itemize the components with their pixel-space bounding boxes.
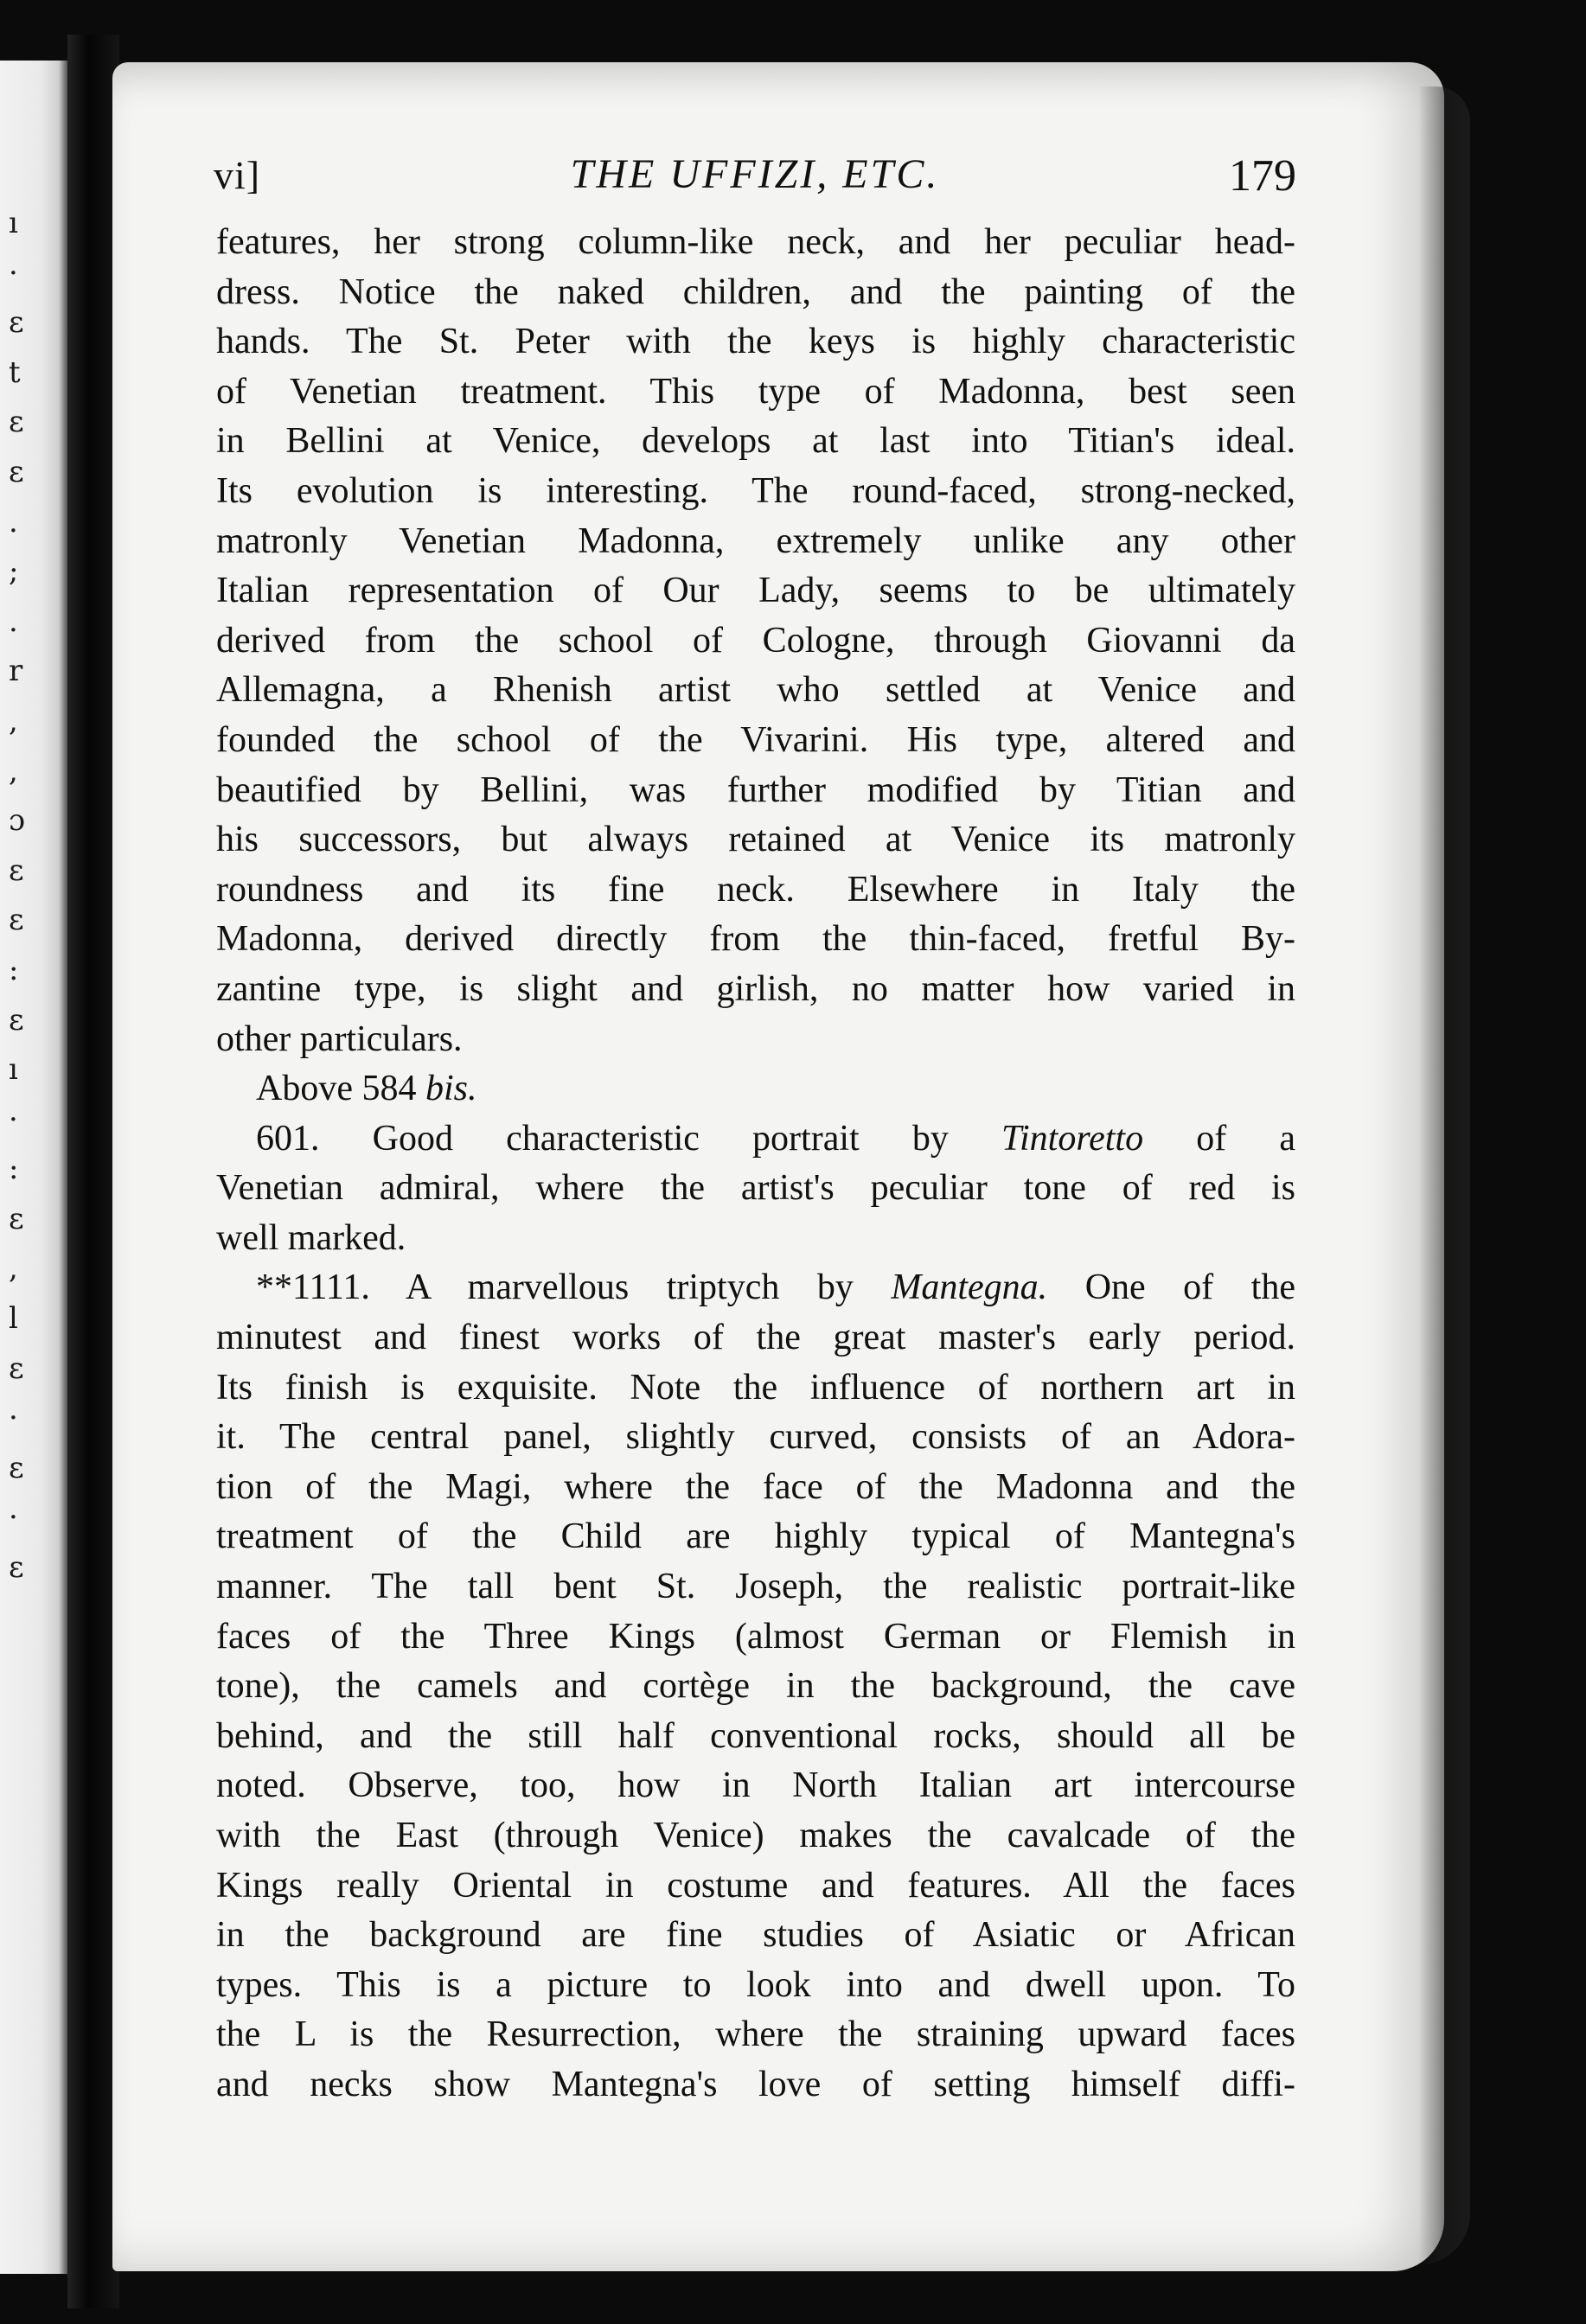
entry-1111-line: the L is the Resurrection, where the straining upward faces: [216, 2014, 1295, 2055]
entry-1111-line: in the background are fine studies of Asiatic or African: [216, 1915, 1295, 1956]
previous-page-marks: [9, 199, 26, 1593]
previous-page-mark: l: [9, 1301, 18, 1337]
previous-page-mark: t: [9, 354, 21, 390]
text-line: features, her strong column-like neck, and her peculiar head-: [216, 222, 1295, 262]
text-line: matronly Venetian Madonna, extremely unlike any other: [216, 520, 1295, 561]
paragraph-continuation: [216, 218, 1295, 1064]
text-line: Its evolution is interesting. The round-faced, strong-necked,: [216, 470, 1295, 511]
entry-601-suffix: of a: [1143, 1118, 1295, 1159]
text-line: Italian representation of Our Lady, seems to be ultimately: [216, 571, 1295, 611]
text-line: beautified by Bellini, was further modified by Titian and: [216, 769, 1295, 810]
previous-page-mark: .: [9, 603, 18, 639]
text-line: Allemagna, a Rhenish artist who settled at Venice and: [216, 670, 1295, 711]
entry-1111-line: minutest and finest works of the great master's early period.: [216, 1318, 1295, 1358]
previous-page-mark: ·: [9, 255, 18, 290]
entry-1111-suffix: One of the: [1047, 1267, 1295, 1308]
previous-page-mark: ı: [9, 206, 18, 240]
previous-page-mark: ε: [9, 852, 24, 888]
entry-1111-line: tion of the Magi, where the face of the Madonna and the: [216, 1466, 1295, 1507]
previous-page-edge: [0, 61, 69, 2274]
entry-1111-line: [216, 1263, 1295, 1313]
text-line: of Venetian treatment. This type of Madonna, best seen: [216, 371, 1295, 412]
page-edge-shadow: [1418, 86, 1470, 2265]
cross-reference-bis: bis.: [425, 1069, 477, 1109]
entry-1111-line: noted. Observe, too, how in North Italian art intercourse: [216, 1765, 1295, 1806]
previous-page-mark: :: [9, 952, 19, 987]
text-line: zantine type, is slight and girlish, no matter how varied in: [216, 968, 1295, 1009]
previous-page-mark: ε: [9, 1201, 24, 1236]
book-gutter: [67, 35, 119, 2308]
previous-page-mark: ε: [9, 454, 24, 489]
entry-1111-body: [216, 1313, 1295, 2110]
entry-1111-artist: Mantegna.: [891, 1267, 1048, 1308]
entry-1111-line: tone), the camels and cortège in the background, the cave: [216, 1666, 1295, 1707]
entry-1111-line: with the East (through Venice) makes the cavalcade of the: [216, 1816, 1295, 1855]
previous-page-mark: ·: [9, 1101, 18, 1137]
previous-page-mark: ·: [9, 1500, 18, 1536]
previous-page-mark: r: [9, 654, 23, 689]
entry-1111-line: manner. The tall bent St. Joseph, the realistic portrait-like: [216, 1567, 1295, 1607]
entry-1111-line: it. The central panel, slightly curved, consists of an Adora-: [216, 1417, 1295, 1458]
previous-page-mark: ,: [9, 703, 18, 738]
body-text: [216, 218, 1295, 2110]
previous-page-mark: ε: [9, 305, 24, 341]
entry-1111-line: and necks show Mantegna's love of setting himself diffi-: [216, 2064, 1295, 2104]
entry-601-line: Venetian admiral, where the artist's peculiar tone of red is: [216, 1168, 1295, 1209]
entry-601-prefix: 601. Good characteristic portrait by: [256, 1118, 1001, 1159]
text-line: his successors, but always retained at Venice its matronly: [216, 820, 1295, 860]
entry-601-artist: Tintoretto: [1001, 1118, 1144, 1159]
previous-page-mark: ı: [9, 1052, 18, 1088]
text-line: Madonna, derived directly from the thin-faced, fretful By-: [216, 919, 1295, 960]
entry-1111-line: Kings really Oriental in costume and features. All the faces: [216, 1865, 1295, 1906]
entry-1111-line: treatment of the Child are highly typical of Mantegna's: [216, 1516, 1295, 1557]
text-line: hands. The St. Peter with the keys is highly characteristic: [216, 322, 1295, 362]
previous-page-mark: :: [9, 1152, 19, 1187]
previous-page-mark: ;: [9, 554, 19, 590]
cross-reference-text: Above 584: [256, 1069, 425, 1109]
text-line: founded the school of the Vivarini. His type, altered and: [216, 719, 1295, 760]
entry-601-line: well marked.: [216, 1217, 406, 1258]
entry-1111-line: behind, and the still half conventional rocks, should all be: [216, 1715, 1295, 1756]
previous-page-mark: ε: [9, 903, 24, 938]
text-line: dress. Notice the naked children, and the painting of the: [216, 271, 1295, 312]
previous-page-mark: ε: [9, 1002, 24, 1038]
running-title: THE UFFIZI, ETC.: [570, 151, 940, 197]
entry-601-line: [216, 1114, 1295, 1165]
previous-page-mark: ɔ: [9, 803, 26, 839]
entry-1111-line: types. This is a picture to look into and dwell upon. To: [216, 1964, 1295, 2005]
previous-page-mark: ε: [9, 1550, 24, 1586]
previous-page-mark: ·: [9, 1401, 18, 1436]
previous-page-mark: .: [9, 504, 18, 540]
previous-page-mark: ε: [9, 405, 24, 440]
running-header: [214, 145, 1296, 206]
previous-page-mark: ε: [9, 1450, 24, 1485]
previous-page-mark: ,: [9, 1251, 18, 1286]
text-line: other particulars.: [216, 1018, 463, 1059]
entry-1111-prefix: **1111. A marvellous triptych by: [256, 1267, 892, 1308]
text-line: roundness and its fine neck. Elsewhere in Italy the: [216, 869, 1295, 910]
page-number: 179: [1229, 151, 1296, 201]
entry-1111-line: faces of the Three Kings (almost German or Flemish in: [216, 1616, 1295, 1657]
previous-page-mark: ,: [9, 753, 18, 788]
entry-1111-line: Its finish is exquisite. Note the influence of northern art in: [216, 1367, 1295, 1408]
text-line: derived from the school of Cologne, through Giovanni da: [216, 620, 1295, 661]
text-line: in Bellini at Venice, develops at last into Titian's ideal.: [216, 421, 1295, 462]
previous-page-mark: ε: [9, 1350, 24, 1386]
chapter-marker: vi]: [214, 153, 261, 197]
cross-reference-line: [216, 1064, 1295, 1114]
